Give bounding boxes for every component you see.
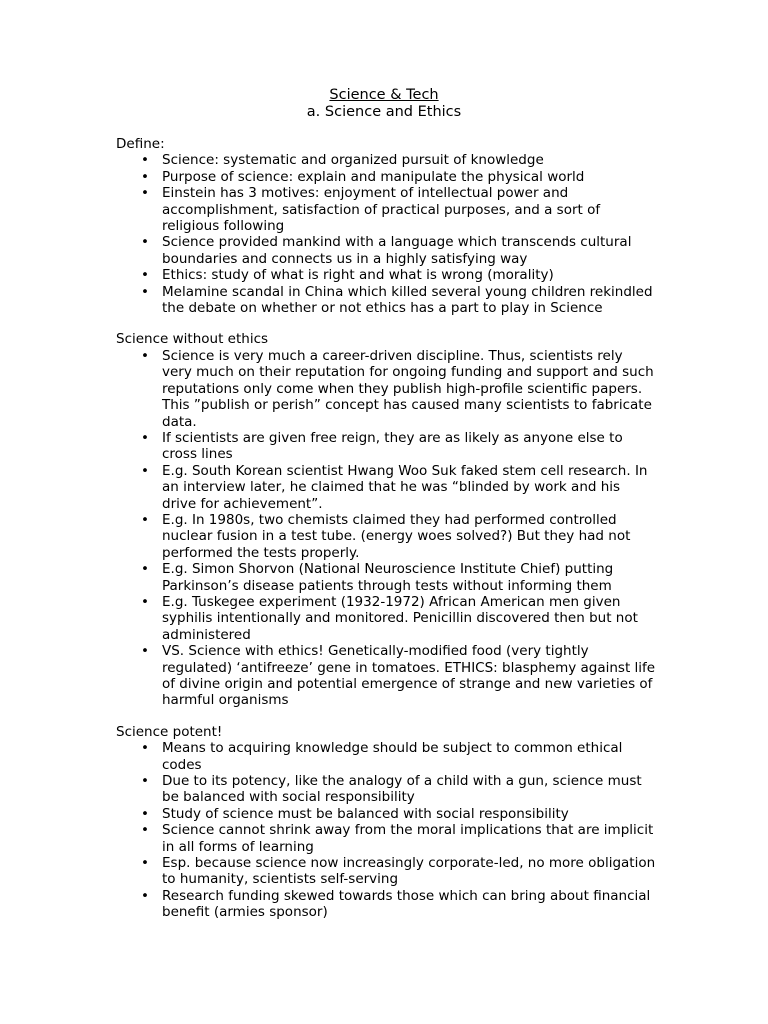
bullet-list bbox=[116, 740, 656, 920]
bullet-icon: • bbox=[141, 773, 149, 790]
bullet-icon: • bbox=[141, 805, 149, 822]
document-title: Science & Tech bbox=[329, 87, 439, 103]
section-heading: Science potent! bbox=[116, 723, 223, 740]
bullet-icon: • bbox=[141, 822, 149, 839]
section-heading: Define: bbox=[116, 136, 165, 152]
bullet-item bbox=[116, 512, 656, 561]
bullet-icon: • bbox=[141, 740, 149, 757]
section bbox=[116, 136, 656, 316]
document-subtitle: a. Science and Ethics bbox=[306, 104, 462, 120]
bullet-item bbox=[116, 643, 656, 709]
bullet-list bbox=[116, 152, 656, 316]
bullet-text: Einstein has 3 motives: enjoyment of intellectual power and accomplishment, satisfaction of practical purposes, and a sort of religious following bbox=[162, 185, 601, 235]
bullet-text: VS. Science with ethics! Genetically-modified food (very tightly regulated) ‘antifreeze’ gene in tomatoes. ETHICS: blasphemy against life of divine origin and potential emergence of strange and new varieties of harmful organisms bbox=[162, 643, 656, 709]
bullet-item bbox=[116, 806, 656, 822]
bullet-text: Science provided mankind with a language which transcends cultural boundaries and connects us in a highly satisfying way bbox=[162, 234, 632, 267]
bullet-icon: • bbox=[141, 283, 149, 300]
bullet-text: E.g. Tuskegee experiment (1932-1972) African American men given syphilis intentionally and monitored. Penicillin discovered then but not administered bbox=[162, 593, 638, 643]
bullet-icon: • bbox=[141, 462, 149, 479]
bullet-item bbox=[116, 185, 656, 234]
bullet-item bbox=[116, 888, 656, 921]
bullet-icon: • bbox=[141, 152, 149, 169]
section bbox=[116, 331, 656, 708]
bullet-text: E.g. South Korean scientist Hwang Woo Suk faked stem cell research. In an interview later, he claimed that he was “blinded by work and his drive for achievement”. bbox=[162, 462, 648, 512]
bullet-text: Means to acquiring knowledge should be subject to common ethical codes bbox=[162, 740, 623, 773]
bullet-item bbox=[116, 234, 656, 267]
bullet-item bbox=[116, 284, 656, 317]
bullet-item bbox=[116, 822, 656, 855]
bullet-icon: • bbox=[141, 234, 149, 251]
bullet-text: Esp. because science now increasingly corporate-led, no more obligation to humanity, scientists self-serving bbox=[162, 855, 656, 888]
bullet-item bbox=[116, 267, 656, 283]
bullet-item bbox=[116, 773, 656, 806]
bullet-text: Melamine scandal in China which killed several young children rekindled the debate on whether or not ethics has a part to play in Science bbox=[162, 283, 653, 317]
bullet-text: Science is very much a career-driven discipline. Thus, scientists rely very much on their reputation for ongoing funding and support and such reputations only come when they publish high-profile scientific papers. This ”publish or perish” concept has caused many scientists to fabricate data. bbox=[162, 347, 654, 430]
bullet-text: E.g. In 1980s, two chemists claimed they had performed controlled nuclear fusion in a test tube. (energy woes solved?) But they had not performed the tests properly. bbox=[162, 511, 631, 561]
bullet-icon: • bbox=[141, 643, 149, 660]
bullet-icon: • bbox=[141, 347, 149, 364]
bullet-icon: • bbox=[141, 511, 149, 528]
bullet-item bbox=[116, 463, 656, 512]
bullet-icon: • bbox=[141, 593, 149, 610]
bullet-item bbox=[116, 594, 656, 643]
bullet-item bbox=[116, 740, 656, 773]
section bbox=[116, 724, 656, 921]
bullet-text: Ethics: study of what is right and what is wrong (morality) bbox=[162, 267, 554, 284]
bullet-item bbox=[116, 169, 656, 185]
bullet-text: Purpose of science: explain and manipulate the physical world bbox=[162, 168, 585, 185]
bullet-icon: • bbox=[141, 429, 149, 446]
bullet-item bbox=[116, 348, 656, 430]
bullet-text: Science cannot shrink away from the moral implications that are implicit in all forms of learning bbox=[162, 822, 654, 855]
section-heading: Science without ethics bbox=[116, 331, 269, 348]
bullet-text: Research funding skewed towards those which can bring about financial benefit (armies sponsor) bbox=[162, 887, 651, 921]
bullet-item bbox=[116, 855, 656, 888]
bullet-icon: • bbox=[141, 168, 149, 185]
bullet-text: If scientists are given free reign, they are as likely as anyone else to cross lines bbox=[162, 429, 623, 463]
bullet-icon: • bbox=[141, 887, 149, 904]
document-body bbox=[116, 136, 656, 921]
bullet-icon: • bbox=[141, 185, 149, 202]
bullet-icon: • bbox=[141, 561, 149, 578]
bullet-item bbox=[116, 152, 656, 168]
bullet-text: E.g. Simon Shorvon (National Neuroscience Institute Chief) putting Parkinson’s disease patients through tests without informing them bbox=[162, 561, 614, 594]
bullet-icon: • bbox=[141, 267, 149, 284]
bullet-list bbox=[116, 348, 656, 709]
bullet-text: Science: systematic and organized pursuit of knowledge bbox=[162, 152, 544, 169]
bullet-item bbox=[116, 430, 656, 463]
bullet-icon: • bbox=[141, 855, 149, 872]
bullet-text: Due to its potency, like the analogy of a child with a gun, science must be balanced with social responsibility bbox=[162, 773, 642, 806]
bullet-item bbox=[116, 561, 656, 594]
bullet-text: Study of science must be balanced with social responsibility bbox=[162, 805, 569, 822]
